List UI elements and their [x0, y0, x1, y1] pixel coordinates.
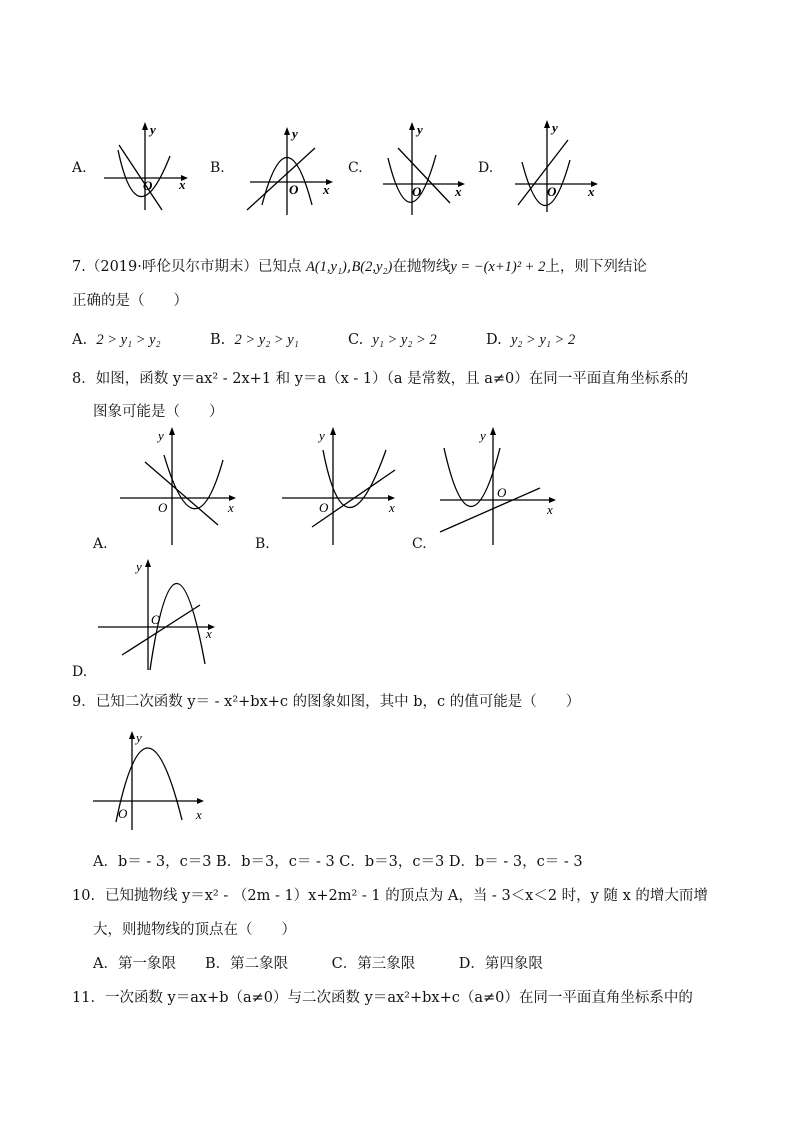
y-axis-label: y: [158, 428, 164, 443]
y-axis-label: y: [552, 120, 558, 135]
origin-label: O: [289, 182, 299, 197]
q6-option-c-label: C.: [348, 160, 363, 176]
origin-label: O: [158, 500, 168, 515]
y-axis-label: y: [136, 559, 142, 574]
q7-option-a-label: A.: [72, 332, 88, 348]
x-axis-label: x: [389, 500, 395, 515]
q10-options: A．第一象限 B．第二象限 C．第三象限 D．第四象限: [93, 956, 543, 972]
origin-label: O: [319, 500, 329, 515]
q9-line-1: 9．已知二次函数 y＝ - x²+bx+c 的图象如图，其中 b，c 的值可能是（ ）: [72, 694, 581, 710]
x-axis-label: x: [179, 177, 186, 192]
origin-label: O: [118, 806, 128, 821]
q8-option-d-label: D.: [72, 664, 88, 680]
q6-option-d-label: D.: [478, 160, 494, 176]
q7-option-d-label: D.: [486, 332, 502, 348]
origin-label: O: [412, 184, 422, 199]
y-axis-label: y: [150, 122, 156, 137]
x-axis-label: x: [196, 807, 202, 822]
origin-label: O: [497, 485, 507, 500]
q6-option-a-label: A.: [72, 160, 87, 176]
q10-line-1: 10．已知抛物线 y＝x² - （2m - 1）x+2m² - 1 的顶点为 A，当 - 3＜x＜2 时，y 随 x 的增大而增: [72, 888, 708, 904]
q7-mid: 在抛物线: [392, 259, 451, 275]
origin-label: O: [143, 178, 153, 193]
y-axis-label: y: [480, 428, 486, 443]
q8-line-1: 8．如图，函数 y＝ax² - 2x+1 和 y＝a（x - 1）（a 是常数，且 a≠0）在同一平面直角坐标系的: [72, 371, 689, 387]
x-axis-label: x: [206, 626, 212, 641]
origin-label: O: [547, 184, 557, 199]
y-axis-label: y: [292, 126, 298, 141]
x-axis-label: x: [588, 184, 595, 199]
x-axis-label: x: [323, 182, 330, 197]
x-axis-label: x: [455, 184, 462, 199]
q7-option-a-text: 2 > y₁ > y₂: [96, 332, 161, 348]
q8-option-b-label: B.: [255, 536, 270, 552]
y-axis-label: y: [136, 730, 142, 745]
q10-line-2: 大，则抛物线的顶点在（ ）: [93, 922, 296, 938]
y-axis-label: y: [417, 122, 423, 137]
y-axis-label: y: [319, 428, 325, 443]
q7-source: （2019·呼伦贝尔市期末）已知点: [85, 259, 302, 275]
q7-option-d-text: y₂ > y₁ > 2: [510, 332, 576, 348]
q8-option-a-label: A.: [93, 536, 108, 552]
q8-line-2: 图象可能是（ ）: [93, 404, 224, 420]
q7-tail: 上，则下列结论: [545, 259, 647, 275]
q11-line-1: 11．一次函数 y＝ax+b（a≠0）与二次函数 y＝ax²+bx+c（a≠0）在同一平面直角坐标系中的: [72, 990, 693, 1006]
x-axis-label: x: [547, 502, 553, 517]
q8-option-c-label: C.: [412, 536, 427, 552]
q7-line-2: 正确的是（ ）: [72, 293, 188, 309]
q7-equation: y = −(x+1)² + 2: [450, 259, 546, 275]
x-axis-label: x: [228, 500, 234, 515]
q7-option-c-label: C.: [348, 332, 364, 348]
q7-sep: ,: [346, 259, 352, 275]
q7-option-b-label: B.: [210, 332, 226, 348]
origin-label: O: [151, 612, 161, 627]
q7-point-b: B(2,y₂): [351, 259, 393, 275]
q7-option-c-text: y₁ > y₂ > 2: [372, 332, 437, 348]
q7-number: 7.: [72, 259, 86, 275]
q7-point-a: A(1,y₁): [305, 259, 347, 275]
q9-options: A．b＝ - 3，c＝3 B．b＝3，c＝ - 3 C．b＝3，c＝3 D．b＝ - 3，c＝ - 3: [93, 854, 583, 870]
q6-option-b-label: B.: [210, 160, 225, 176]
x-axis-arrow: [197, 798, 204, 804]
y-axis-arrow: [129, 731, 135, 739]
q7-option-b-text: 2 > y₂ > y₁: [234, 332, 299, 348]
